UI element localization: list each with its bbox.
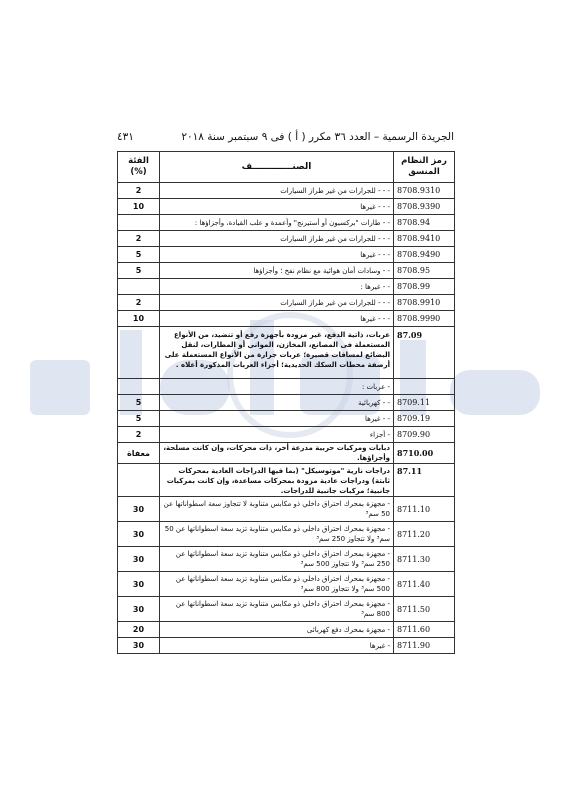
rate-cell: 30: [118, 638, 160, 654]
description-cell: - - - للجرارات من غير طراز السيارات: [160, 183, 394, 199]
hs-code-cell: 8711.50: [394, 597, 455, 622]
description-cell: - - طارات "بركسيون أو أستيرنج" وأعمدة و علب القيادة، وأجزاؤها :: [160, 215, 394, 231]
hs-code-cell: 8711.20: [394, 522, 455, 547]
table-row: [118, 215, 455, 231]
rate-cell: 20: [118, 622, 160, 638]
rate-cell: 10: [118, 199, 160, 215]
hs-code-cell: 8708.9410: [394, 231, 455, 247]
rate-cell: 2: [118, 231, 160, 247]
table-row: [118, 199, 455, 215]
rate-cell: 2: [118, 183, 160, 199]
rate-cell: 5: [118, 411, 160, 427]
rate-cell: معفاة: [118, 443, 160, 464]
hs-code-cell: 8708.9990: [394, 311, 455, 327]
table-row: [118, 311, 455, 327]
code-column-header: رمز النظام المنسق: [394, 152, 455, 183]
description-cell: - غيرها: [160, 638, 394, 654]
description-cell: - مجهزة بمحرك احتراق داخلي ذو مكابس متناوبة تزيد سعة اسطواناتها عن 800 سم³: [160, 597, 394, 622]
description-header-text: الصنـــــــــــــف: [241, 162, 312, 172]
table-header-row: [118, 152, 455, 183]
table-row: [118, 411, 455, 427]
table-row: [118, 263, 455, 279]
description-cell: - عربات :: [160, 379, 394, 395]
page-header: [117, 131, 454, 147]
rate-cell: 30: [118, 522, 160, 547]
table-row: [118, 295, 455, 311]
table-row: [118, 572, 455, 597]
description-cell: - - غيرها :: [160, 279, 394, 295]
hs-code-cell: 8708.9490: [394, 247, 455, 263]
table-row: [118, 597, 455, 622]
description-column-header: [160, 152, 394, 183]
table-row: [118, 427, 455, 443]
hs-code-cell: 8711.40: [394, 572, 455, 597]
table-row: [118, 379, 455, 395]
hs-code-cell: [394, 379, 455, 395]
table-row: [118, 183, 455, 199]
rate-cell: 5: [118, 263, 160, 279]
description-cell: - مجهزة بمحرك احتراق داخلي ذو مكابس متناوبة تزيد سعة اسطواناتها عن 500 سم³ ولا تتجاوز 800 سم³: [160, 572, 394, 597]
hs-code-cell: 8709.19: [394, 411, 455, 427]
description-cell: - - - غيرها: [160, 247, 394, 263]
table-row: [118, 464, 455, 497]
description-cell: دراجات نارية "موتوسيكل" (بما فيها الدراجات العادية بمحركات ثابتة) ودراجات عادية مزودة بمحركات مساعدة، وإن كانت بمركبات جانبية؛ مركبات جانبية للدراجات.: [160, 464, 394, 497]
rate-cell: [118, 279, 160, 295]
table-row: [118, 231, 455, 247]
rate-cell: 30: [118, 572, 160, 597]
description-cell: - مجهزة بمحرك دفع كهربائى: [160, 622, 394, 638]
table-row: [118, 395, 455, 411]
table-row: [118, 522, 455, 547]
rate-cell: 30: [118, 597, 160, 622]
description-cell: عربات، ذاتية الدفع، غير مزودة بأجهزة رفع أو تنضيد، من الأنواع المستعملة فى المصانع، المخازن، الموانى أو المطارات، لنقل البضائع لمسافات قصيرة؛ عربات جرارة من الأنواع المستعملة على أرصفة محطات السكك الحديدية؛ أجزاء العربات المذكورة أعلاه .: [160, 327, 394, 379]
rate-cell: [118, 215, 160, 231]
table-body: [118, 183, 455, 654]
hs-code-cell: 8709.90: [394, 427, 455, 443]
description-cell: - - - غيرها: [160, 199, 394, 215]
rate-cell: [118, 327, 160, 379]
rate-cell: 5: [118, 395, 160, 411]
hs-code-cell: 8708.95: [394, 263, 455, 279]
rate-cell: 30: [118, 497, 160, 522]
table-row: [118, 279, 455, 295]
description-cell: - - - للجرارات من غير طراز السيارات: [160, 295, 394, 311]
tariff-table: [117, 151, 455, 654]
hs-code-cell: 87.09: [394, 327, 455, 379]
hs-code-cell: 8708.9310: [394, 183, 455, 199]
description-cell: - - - غيرها: [160, 311, 394, 327]
table-row: [118, 443, 455, 464]
description-cell: - - كهربائية: [160, 395, 394, 411]
hs-code-cell: 8710.00: [394, 443, 455, 464]
description-cell: - - - للجرارات من غير طراز السيارات: [160, 231, 394, 247]
table-row: [118, 547, 455, 572]
hs-code-cell: 8708.9390: [394, 199, 455, 215]
hs-code-cell: 8708.9910: [394, 295, 455, 311]
table-row: [118, 497, 455, 522]
hs-code-cell: 8709.11: [394, 395, 455, 411]
rate-cell: 10: [118, 311, 160, 327]
rate-cell: 2: [118, 427, 160, 443]
hs-code-cell: 8711.10: [394, 497, 455, 522]
description-cell: - مجهزة بمحرك احتراق داخلي ذو مكابس متناوبة تزيد سعة اسطواناتها عن 250 سم³ ولا تتجاوز 500 سم³: [160, 547, 394, 572]
hs-code-cell: 8708.99: [394, 279, 455, 295]
page-number: ٤٣١: [117, 131, 134, 143]
hs-code-cell: 87.11: [394, 464, 455, 497]
table-row: [118, 638, 455, 654]
rate-cell: 30: [118, 547, 160, 572]
description-cell: - أجزاء: [160, 427, 394, 443]
hs-code-cell: 8708.94: [394, 215, 455, 231]
rate-cell: 5: [118, 247, 160, 263]
gazette-title: الجريدة الرسمية – العدد ٣٦ مكرر ( أ ) فى ٩ سبتمبر سنة ٢٠١٨: [181, 131, 454, 143]
rate-cell: [118, 379, 160, 395]
table-row: [118, 327, 455, 379]
table-row: [118, 622, 455, 638]
rate-cell: [118, 464, 160, 497]
hs-code-cell: 8711.90: [394, 638, 455, 654]
description-cell: دبابات ومركبات حربية مدرعة أخر، ذات محركات، وإن كانت مسلحة، وأجزاؤها.: [160, 443, 394, 464]
rate-column-header: الفئة (%): [118, 152, 160, 183]
description-cell: - مجهزة بمحرك احتراق داخلي ذو مكابس متناوبة تزيد سعة اسطواناتها عن 50 سم³ ولا تتجاوز 250 سم³: [160, 522, 394, 547]
rate-cell: 2: [118, 295, 160, 311]
description-cell: - - غيرها: [160, 411, 394, 427]
hs-code-cell: 8711.30: [394, 547, 455, 572]
table-row: [118, 247, 455, 263]
hs-code-cell: 8711.60: [394, 622, 455, 638]
description-cell: - مجهزة بمحرك احتراق داخلي ذو مكابس متناوبة لا تتجاوز سعة اسطواناتها عن 50 سم³: [160, 497, 394, 522]
description-cell: - - وسادات أمان هوائية مع نظام نفخ ؛ وأجزاؤها: [160, 263, 394, 279]
